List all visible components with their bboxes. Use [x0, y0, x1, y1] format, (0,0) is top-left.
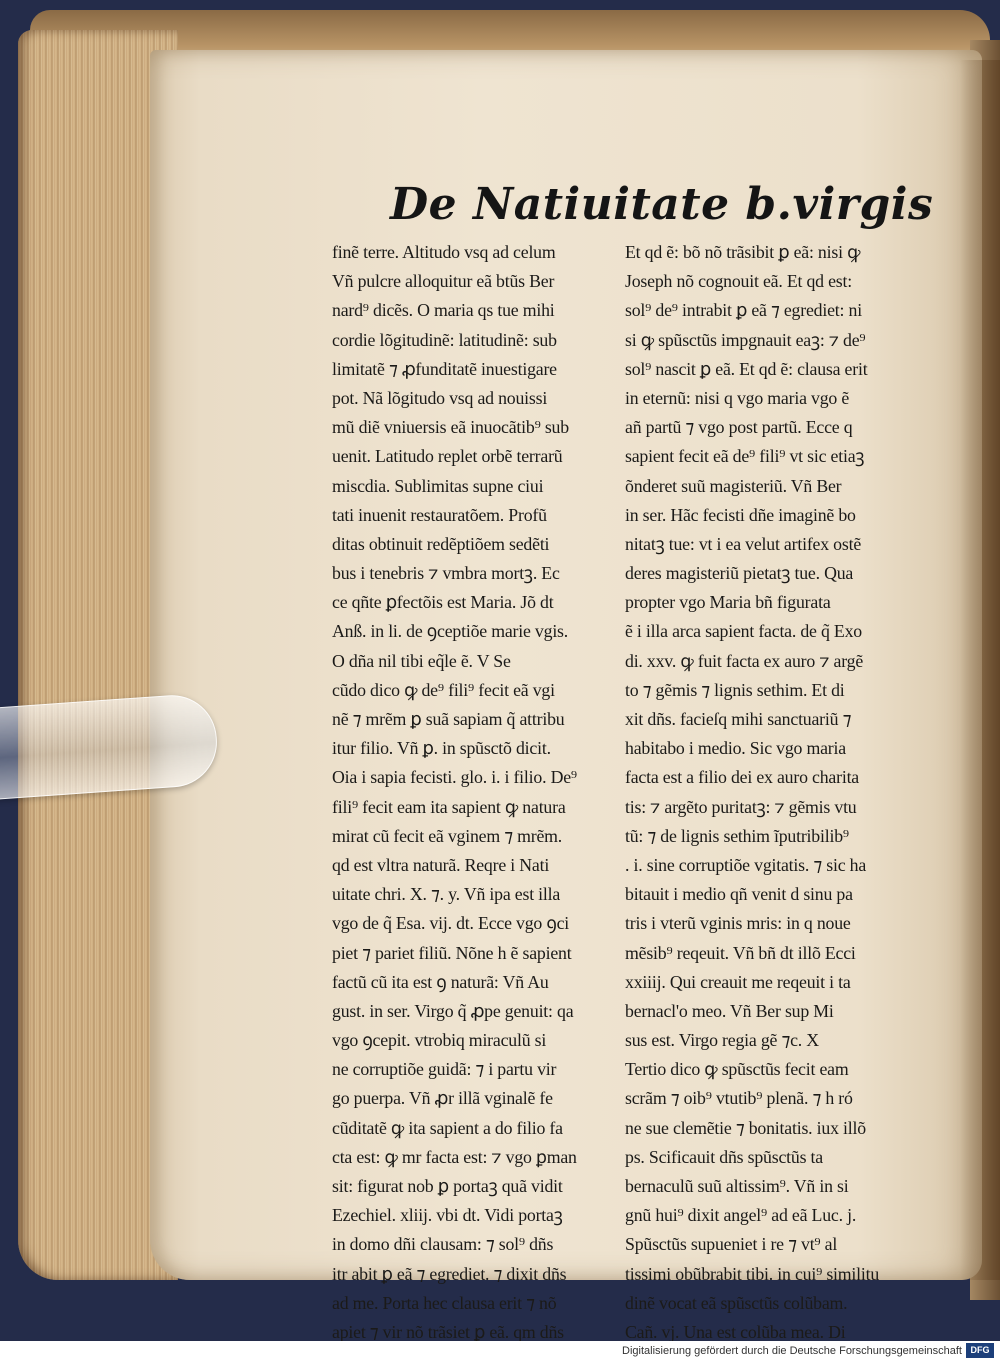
text-line: pot. Nã lõgitudo vsq ad nouissi: [332, 387, 548, 408]
text-line: cta est: ꝙ mr facta est: ⁊ vgo ꝑman: [332, 1146, 577, 1167]
text-line: fili⁹ fecit eam ita sapient ꝙ natura: [332, 796, 566, 817]
text-line: facta est a filio dei ex auro charita: [625, 767, 860, 788]
text-line: in domo dñi clausam: ⁊ sol⁹ dñs: [332, 1234, 554, 1255]
text-line: nard⁹ dicẽs. O maria qs tue mihi: [332, 300, 555, 321]
text-line: uenit. Latitudo replet orbẽ terrarũ: [332, 446, 563, 467]
text-line: factũ cũ ita est ꝯ naturã: Vñ Au: [332, 971, 549, 992]
text-line: sapient fecit eã de⁹ fili⁹ vt sic etiaꝫ: [625, 446, 865, 467]
text-line: scrãm ⁊ oib⁹ vtutib⁹ plenã. ⁊ h ró: [625, 1088, 853, 1109]
text-line: bernaculũ suũ altissim⁹. Vñ in si: [625, 1176, 849, 1196]
text-line: gust. in ser. Virgo q̃ ꝓpe genuit: qa: [332, 1000, 574, 1021]
text-line: tris i vterũ vginis mris: in q noue: [625, 913, 851, 934]
text-line: bitauit i medio qñ venit d sinu pa: [625, 884, 853, 905]
text-line: Vñ pulcre alloquitur eã btũs Ber: [332, 271, 555, 292]
text-line: itr abit ꝑ eã ⁊ egrediet. ⁊ dixit dñs: [332, 1263, 567, 1284]
right-text-column: [625, 238, 907, 1341]
text-line: tissimi obũbrabit tibi. in cui⁹ similitu: [625, 1263, 880, 1284]
page-gutter-shadow: [960, 60, 1000, 1280]
text-line: apiet ⁊ vir nõ trãsiet ꝑ eã. qm dñs: [332, 1321, 564, 1341]
text-line: propter vgo Maria bñ figurata: [625, 592, 831, 613]
text-line: tis: ⁊ argẽto puritatꝫ: ⁊ gẽmis vtu: [625, 796, 857, 817]
text-line: to ⁊ gẽmis ⁊ lignis sethim. Et di: [625, 679, 845, 700]
text-line: ce qñte ꝑfectõis est Maria. Jõ dt: [332, 592, 554, 613]
text-line: xit dñs. facieſq mihi sanctuariũ ⁊: [625, 709, 852, 729]
dfg-logo: DFG: [966, 1343, 994, 1358]
text-line: mũ diẽ vniuersis eã inuocãtib⁹ sub: [332, 417, 569, 438]
text-line: ne corruptiõe guidã: ⁊ i partu vir: [332, 1059, 557, 1080]
text-line: habitabo i medio. Sic vgo maria: [625, 738, 846, 759]
funding-credit: Digitalisierung gefördert durch die Deutsche Forschungsgemeinschaft: [622, 1345, 962, 1357]
text-line: qd est vltra naturã. Reqre i Nati: [332, 854, 550, 875]
text-line: Spũsctũs supueniet i re ⁊ vt⁹ al: [625, 1234, 838, 1255]
text-line: ad me. Porta hec clausa erit ⁊ nõ: [332, 1292, 557, 1313]
text-line: deres magisteriũ pietatꝫ tue. Qua: [625, 563, 854, 584]
text-line: Oia i sapia fecisti. glo. i. i filio. De⁹: [332, 767, 577, 788]
text-line: Anß. in li. de ꝯceptiõe marie vgis.: [332, 621, 569, 642]
text-line: di. xxv. ꝙ fuit facta ex auro ⁊ argẽ: [625, 650, 864, 671]
running-title: De Natiuitate b.virgis: [390, 179, 934, 230]
text-line: gnũ hui⁹ dixit angel⁹ ad eã Luc. j.: [625, 1205, 857, 1226]
left-text-column: [332, 238, 622, 1341]
text-line: ps. Scificauit dñs spũsctũs ta: [625, 1146, 823, 1167]
text-line: nẽ ⁊ mrẽm ꝑ suã sapiam q̃ attribu: [332, 709, 565, 729]
text-line: cũditatẽ ꝙ ita sapient a do filio fa: [332, 1117, 563, 1138]
text-line: mirat cũ fecit eã vginem ⁊ mrẽm.: [332, 825, 563, 846]
text-line: cordie lõgitudinẽ: latitudinẽ: sub: [332, 329, 557, 350]
text-line: sus est. Virgo regia gẽ ⁊c. X: [625, 1030, 819, 1051]
text-line: añ partũ ⁊ vgo post partũ. Ecce q: [625, 417, 853, 438]
text-line: go puerpa. Vñ ꝓr illã vginalẽ fe: [332, 1088, 553, 1109]
text-line: uitate chri. X. ⁊. y. Vñ ipa est illa: [332, 884, 561, 905]
text-line: Et qd ẽ: bõ nõ trãsibit ꝑ eã: nisi ꝙ: [625, 242, 861, 262]
transparent-bookmark-strip: [0, 692, 220, 800]
text-line: in ser. Hãc fecisti dñe imaginẽ bo: [625, 504, 856, 525]
text-line: tũ: ⁊ de lignis sethim ĩputribilib⁹: [625, 825, 849, 846]
text-line: mẽsib⁹ reqeuit. Vñ bñ dt illõ Ecci: [625, 942, 856, 963]
text-line: . i. sine corruptiõe vgitatis. ⁊ sic ha: [625, 854, 867, 875]
text-line: sol⁹ nascit ꝑ eã. Et qd ẽ: clausa erit: [625, 358, 868, 379]
text-line: nitatꝫ tue: vt i ea velut artifex ostẽ: [625, 533, 862, 554]
text-line: Tertio dico ꝙ spũsctũs fecit eam: [625, 1059, 849, 1080]
text-line: itur filio. Vñ ꝑ. in spũsctõ dicit.: [332, 738, 551, 759]
text-line: xxiiij. Qui creauit me reqeuit i ta: [625, 971, 851, 992]
text-line: finẽ terre. Altitudo vsq ad celum: [332, 242, 556, 262]
text-line: Ezechiel. xliij. vbi dt. Vidi portaꝫ: [332, 1205, 563, 1226]
text-line: O dña nil tibi eq̃le ẽ. V Se: [332, 650, 511, 671]
text-line: tati inuenit restauratõem. Profũ: [332, 504, 547, 525]
text-line: si ꝙ spũsctũs impgnauit eaꝫ: ⁊ de⁹: [625, 329, 866, 350]
text-line: õnderet suũ magisteriũ. Vñ Ber: [625, 475, 842, 496]
text-line: cũdo dico ꝙ de⁹ fili⁹ fecit eã vgi: [332, 679, 555, 700]
text-line: piet ⁊ pariet filiũ. Nõne h ẽ sapient: [332, 942, 572, 963]
text-line: vgo de q̃ Esa. vij. dt. Ecce vgo ꝯci: [332, 913, 569, 934]
text-line: limitatẽ ⁊ ꝓfunditatẽ inuestigare: [332, 358, 557, 379]
text-line: sol⁹ de⁹ intrabit ꝑ eã ⁊ egrediet: ni: [625, 300, 862, 321]
text-line: vgo ꝯcepit. vtrobiq miraculũ si: [332, 1030, 547, 1051]
text-line: Cañ. vj. Una est colũba mea. Di: [625, 1321, 846, 1341]
text-line: dinẽ vocat eã spũsctũs colũbam.: [625, 1292, 848, 1313]
text-line: bernacl'o meo. Vñ Ber sup Mi: [625, 1000, 834, 1021]
text-line: sit: figurat nob ꝑ portaꝫ quã vidit: [332, 1176, 563, 1196]
text-line: miscdia. Sublimitas supne ciui: [332, 475, 544, 496]
text-line: ditas obtinuit redẽptiõem sedẽti: [332, 533, 550, 554]
text-line: ne sue clemẽtie ⁊ bonitatis. iux illõ: [625, 1117, 866, 1138]
text-line: ẽ i illa arca sapient facta. de q̃ Exo: [625, 621, 862, 642]
text-line: bus i tenebris ⁊ vmbra mortꝫ. Ec: [332, 563, 560, 584]
text-line: Joseph nõ cognouit eã. Et qd est:: [625, 271, 852, 292]
text-line: in eternũ: nisi q vgo maria vgo ẽ: [625, 387, 850, 408]
